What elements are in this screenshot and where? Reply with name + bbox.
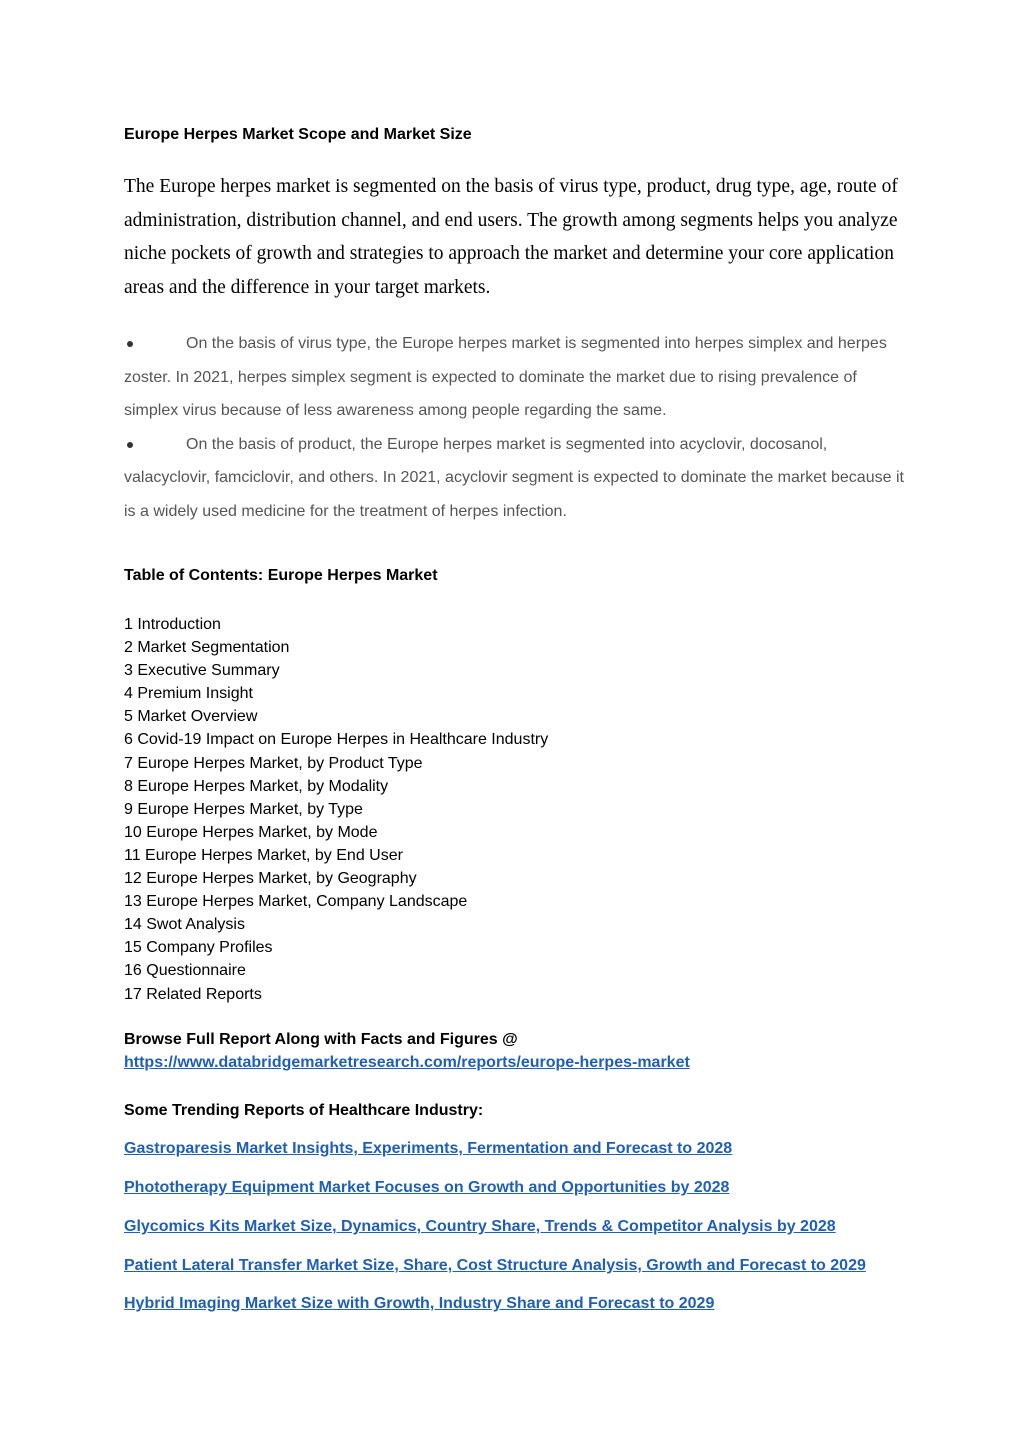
toc-item: 11 Europe Herpes Market, by End User [124,846,403,864]
bullet-item [124,428,904,529]
toc-item: 10 Europe Herpes Market, by Mode [124,823,378,841]
toc-item: 14 Swot Analysis [124,916,245,934]
toc-heading: Table of Contents: Europe Herpes Market [124,567,438,584]
toc-item: 12 Europe Herpes Market, by Geography [124,870,417,888]
bullet-dot-icon [127,442,133,448]
toc-item: 1 Introduction [124,616,221,633]
toc-item: 3 Executive Summary [124,662,280,680]
toc-item: 7 Europe Herpes Market, by Product Type [124,754,423,772]
browse-heading: Browse Full Report Along with Facts and Figures @ [124,1031,518,1048]
toc-item: 4 Premium Insight [124,685,253,703]
toc-item: 2 Market Segmentation [124,639,290,657]
toc-list [124,613,548,1006]
segment-bullet-list [124,327,904,528]
trending-report-link[interactable]: Phototherapy Equipment Market Focuses on Growth and Opportunities by 2028 [124,1179,730,1196]
bullet-text: On the basis of product, the Europe herpes market is segmented into acyclovir, docosanol, valacyclovir, famciclovir, and others. In 2021, acyclovir segment is expected to dominate the market because it is a widely used medicine for the treatment of herpes infection. [124,435,904,520]
toc-item: 17 Related Reports [124,985,262,1003]
bullet-item [124,327,904,428]
toc-item: 6 Covid-19 Impact on Europe Herpes in Healthcare Industry [124,731,549,749]
toc-item: 16 Questionnaire [124,962,246,980]
toc-item: 15 Company Profiles [124,939,273,957]
toc-item: 8 Europe Herpes Market, by Modality [124,777,389,795]
trending-report-link[interactable]: Gastroparesis Market Insights, Experiments, Fermentation and Forecast to 2028 [124,1140,733,1157]
scope-heading: Europe Herpes Market Scope and Market Size [124,126,472,143]
full-report-link[interactable]: https://www.databridgemarketresearch.com/reports/europe-herpes-market [124,1054,690,1071]
toc-item: 13 Europe Herpes Market, Company Landscape [124,893,468,911]
trending-report-link[interactable]: Patient Lateral Transfer Market Size, Share, Cost Structure Analysis, Growth and Forecast to 2029 [124,1257,866,1274]
bullet-dot-icon [127,341,133,347]
trending-report-link[interactable]: Glycomics Kits Market Size, Dynamics, Country Share, Trends & Competitor Analysis by 2028 [124,1218,836,1235]
trending-heading: Some Trending Reports of Healthcare Industry: [124,1102,484,1119]
bullet-text: On the basis of virus type, the Europe herpes market is segmented into herpes simplex and herpes zoster. In 2021, herpes simplex segment is expected to dominate the market due to rising prevalence of simplex virus because of less awareness among people regarding the same. [124,335,887,419]
trending-report-link[interactable]: Hybrid Imaging Market Size with Growth, Industry Share and Forecast to 2029 [124,1295,715,1312]
toc-item: 5 Market Overview [124,708,258,726]
intro-paragraph: The Europe herpes market is segmented on the basis of virus type, product, drug type, age, route of administration, distribution channel, and end users. The growth among segments helps you analyze niche pockets of growth and strategies to approach the market and determine your core application areas and the difference in your target markets. [124,176,898,298]
toc-item: 9 Europe Herpes Market, by Type [124,800,363,818]
